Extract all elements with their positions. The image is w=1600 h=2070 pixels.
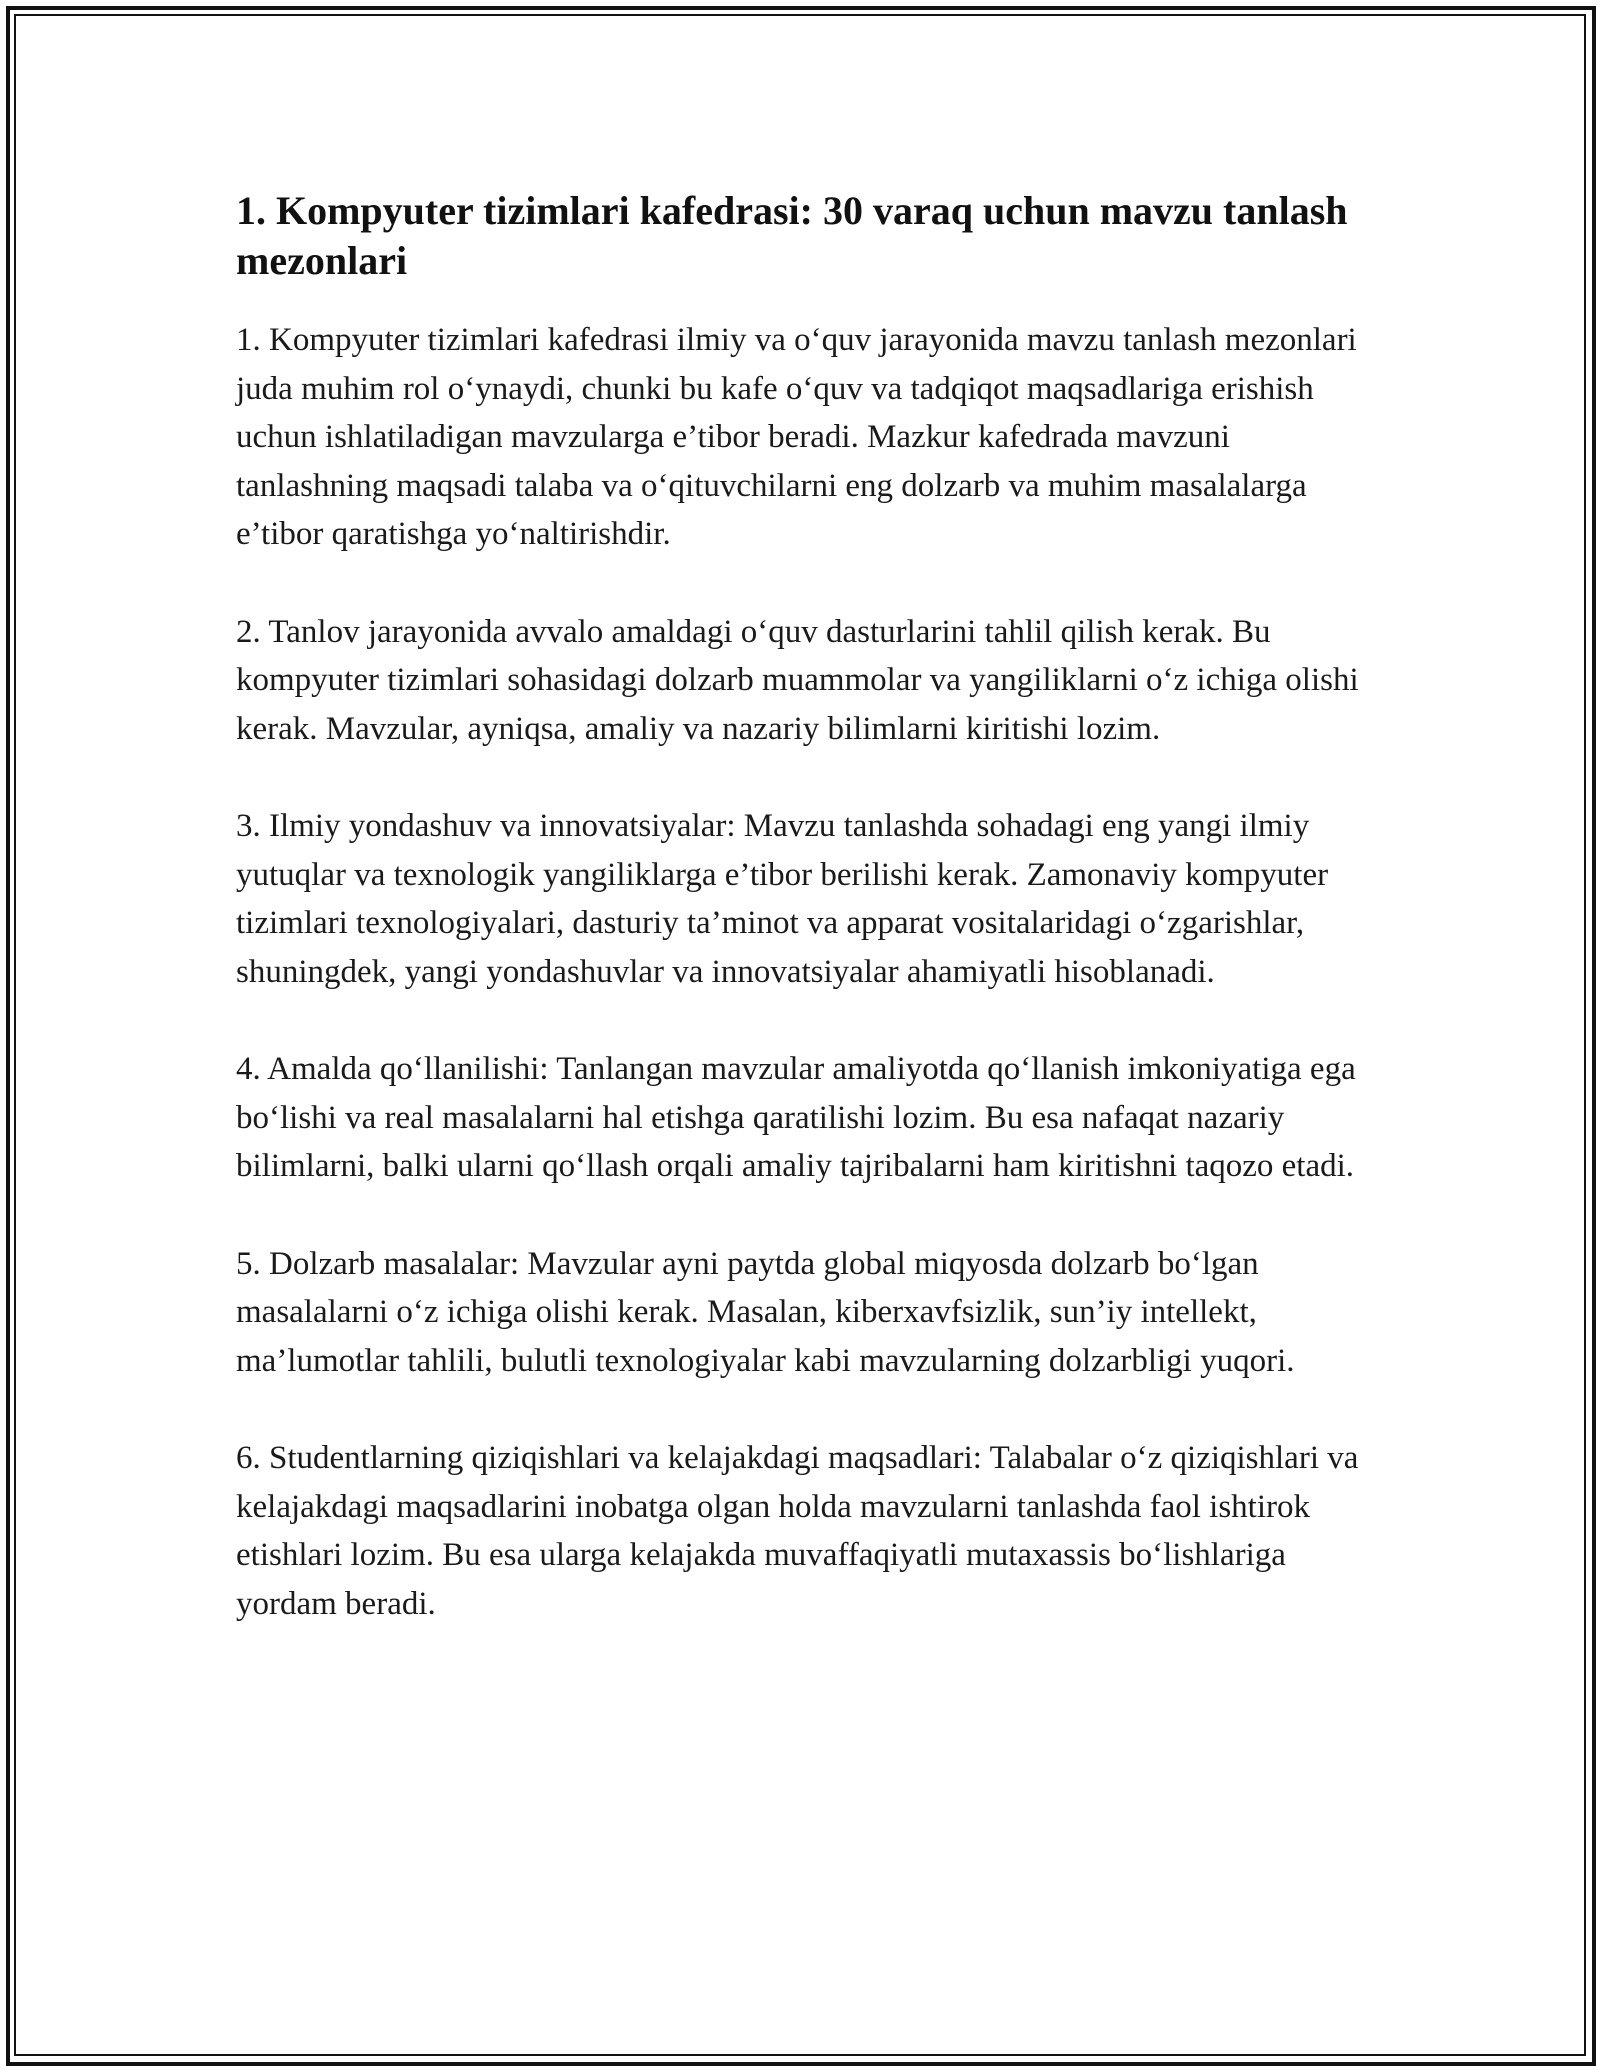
paragraph-1: 1. Kompyuter tizimlari kafedrasi ilmiy va o‘quv jarayonida mavzu tanlash mezonlari juda muhim rol o‘ynaydi, chunki bu kafe o‘quv va tadqiqot maqsadlariga erishish uchun ishlatiladigan mavzularga e’tibor beradi. Mazkur kafedrada mavzuni tanlashning maqsadi talaba va o‘qituvchilarni eng dolzarb va muhim masalalarga e’tibor qaratishga yo‘naltirishdir. xyxy=(236,322,1357,552)
paragraph-5: 5. Dolzarb masalalar: Mavzular ayni paytda global miqyosda dolzarb bo‘lgan masalalarni o‘z ichiga olishi kerak. Masalan, kiberxavfsizlik, sun’iy intellekt, ma’lumotlar tahlili, bulutli texnologiyalar kabi mavzularning dolzarbligi yuqori. xyxy=(236,1245,1295,1379)
paragraph-2: 2. Tanlov jarayonida avvalo amaldagi o‘quv dasturlarini tahlil qilish kerak. Bu kompyuter tizimlari sohasidagi dolzarb muammolar va yangiliklarni o‘z ichiga olishi kerak. Mavzular, ayniqsa, amaliy va nazariy bilimlarni kiritishi lozim. xyxy=(236,613,1359,747)
document-body xyxy=(236,186,1386,1677)
paragraph-3: 3. Ilmiy yondashuv va innovatsiyalar: Mavzu tanlashda sohadagi eng yangi ilmiy yutuqlar va texnologik yangiliklarga e’tibor berilishi kerak. Zamonaviy kompyuter tizimlari texnologiyalari, dasturiy ta’minot va apparat vositalaridagi o‘zgarishlar, shuningdek, yangi yondashuvlar va innovatsiyalar ahamiyatli hisoblanadi. xyxy=(236,808,1329,990)
document-title: 1. Kompyuter tizimlari kafedrasi: 30 varaq uchun mavzu tanlash mezonlari xyxy=(236,188,1348,283)
paragraph-6: 6. Studentlarning qiziqishlari va kelajakdagi maqsadlari: Talabalar o‘z qiziqishlari va kelajakdagi maqsadlarini inobatga olgan holda mavzularni tanlashda faol ishtirok etishlari lozim. Bu esa ularga kelajakda muvaffaqiyatli mutaxassis bo‘lishlariga yordam beradi. xyxy=(236,1440,1359,1622)
paragraph-4: 4. Amalda qo‘llanilishi: Tanlangan mavzular amaliyotda qo‘llanish imkoniyatiga ega bo‘lishi va real masalalarni hal etishga qaratilishi lozim. Bu esa nafaqat nazariy bilimlarni, balki ularni qo‘llash orqali amaliy tajribalarni ham kiritishni taqozo etadi. xyxy=(236,1051,1356,1184)
